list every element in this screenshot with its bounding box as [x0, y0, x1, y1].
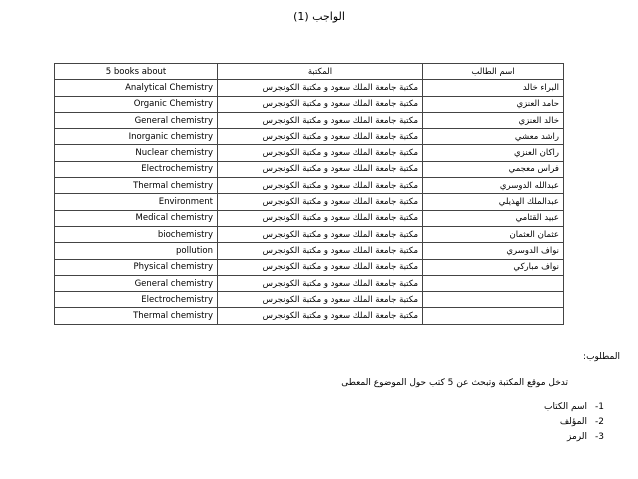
topic-cell: Nuclear chemistry [55, 145, 218, 161]
library-cell: مكتبة جامعة الملك سعود و مكتبة الكونجرس [218, 308, 423, 324]
topic-cell: General chemistry [55, 275, 218, 291]
library-cell: مكتبة جامعة الملك سعود و مكتبة الكونجرس [218, 129, 423, 145]
assignment-table [54, 63, 564, 325]
library-cell: مكتبة جامعة الملك سعود و مكتبة الكونجرس [218, 178, 423, 194]
student-cell [423, 292, 564, 308]
table-row [55, 292, 564, 308]
student-cell [423, 308, 564, 324]
requirement-number: 1- [595, 402, 604, 412]
requirement-item [544, 400, 604, 415]
library-cell: مكتبة جامعة الملك سعود و مكتبة الكونجرس [218, 112, 423, 128]
page-title: الواجب (1) [293, 10, 345, 23]
topic-cell: Organic Chemistry [55, 96, 218, 112]
table-row [55, 275, 564, 291]
table-row [55, 308, 564, 324]
requirement-text: الرمز [567, 432, 588, 442]
table-row [55, 145, 564, 161]
topic-cell: biochemistry [55, 226, 218, 242]
student-cell: خالد العنزي [423, 112, 564, 128]
topic-cell: Thermal chemistry [55, 308, 218, 324]
table-body [55, 80, 564, 324]
student-cell: راشد معشي [423, 129, 564, 145]
header-student: اسم الطالب [423, 64, 564, 80]
table-row [55, 129, 564, 145]
table-row [55, 112, 564, 128]
library-cell: مكتبة جامعة الملك سعود و مكتبة الكونجرس [218, 80, 423, 96]
header-topic: 5 books about [55, 64, 218, 80]
student-cell: عبيد القثامي [423, 210, 564, 226]
table-row [55, 80, 564, 96]
student-cell: راكان العنزي [423, 145, 564, 161]
library-cell: مكتبة جامعة الملك سعود و مكتبة الكونجرس [218, 226, 423, 242]
requirements-title: المطلوب: [583, 352, 620, 362]
library-cell: مكتبة جامعة الملك سعود و مكتبة الكونجرس [218, 292, 423, 308]
requirement-number: 3- [595, 432, 604, 442]
student-cell: فراس معجمي [423, 161, 564, 177]
library-cell: مكتبة جامعة الملك سعود و مكتبة الكونجرس [218, 243, 423, 259]
table-row [55, 178, 564, 194]
requirement-text: المؤلف [559, 417, 588, 427]
table-row [55, 161, 564, 177]
student-cell: نواف مباركي [423, 259, 564, 275]
requirement-item [544, 430, 604, 445]
header-library: المكتبة [218, 64, 423, 80]
topic-cell: Environment [55, 194, 218, 210]
topic-cell: Electrochemistry [55, 292, 218, 308]
topic-cell: pollution [55, 243, 218, 259]
library-cell: مكتبة جامعة الملك سعود و مكتبة الكونجرس [218, 161, 423, 177]
library-cell: مكتبة جامعة الملك سعود و مكتبة الكونجرس [218, 145, 423, 161]
topic-cell: Inorganic chemistry [55, 129, 218, 145]
student-cell [423, 275, 564, 291]
library-cell: مكتبة جامعة الملك سعود و مكتبة الكونجرس [218, 275, 423, 291]
requirements-list [544, 400, 604, 445]
table-row [55, 259, 564, 275]
requirement-item [544, 415, 604, 430]
student-cell: عبدالملك الهذيلي [423, 194, 564, 210]
student-cell: حامد العنزي [423, 96, 564, 112]
topic-cell: Thermal chemistry [55, 178, 218, 194]
requirement-number: 2- [595, 417, 604, 427]
student-cell: عثمان العثمان [423, 226, 564, 242]
student-cell: عبدالله الدوسري [423, 178, 564, 194]
table-row [55, 194, 564, 210]
topic-cell: Physical chemistry [55, 259, 218, 275]
student-cell: نواف الدوسري [423, 243, 564, 259]
requirement-text: اسم الكتاب [543, 402, 588, 412]
topic-cell: General chemistry [55, 112, 218, 128]
table-row [55, 210, 564, 226]
table-row [55, 226, 564, 242]
library-cell: مكتبة جامعة الملك سعود و مكتبة الكونجرس [218, 194, 423, 210]
table-row [55, 96, 564, 112]
requirements-description: تدخل موقع المكتبة وتبحث عن 5 كتب حول الموضوع المعطى [341, 378, 568, 388]
library-cell: مكتبة جامعة الملك سعود و مكتبة الكونجرس [218, 210, 423, 226]
library-cell: مكتبة جامعة الملك سعود و مكتبة الكونجرس [218, 96, 423, 112]
topic-cell: Analytical Chemistry [55, 80, 218, 96]
table-row [55, 243, 564, 259]
library-cell: مكتبة جامعة الملك سعود و مكتبة الكونجرس [218, 259, 423, 275]
topic-cell: Electrochemistry [55, 161, 218, 177]
student-cell: البراء خالد [423, 80, 564, 96]
topic-cell: Medical chemistry [55, 210, 218, 226]
table-header-row [55, 64, 564, 80]
